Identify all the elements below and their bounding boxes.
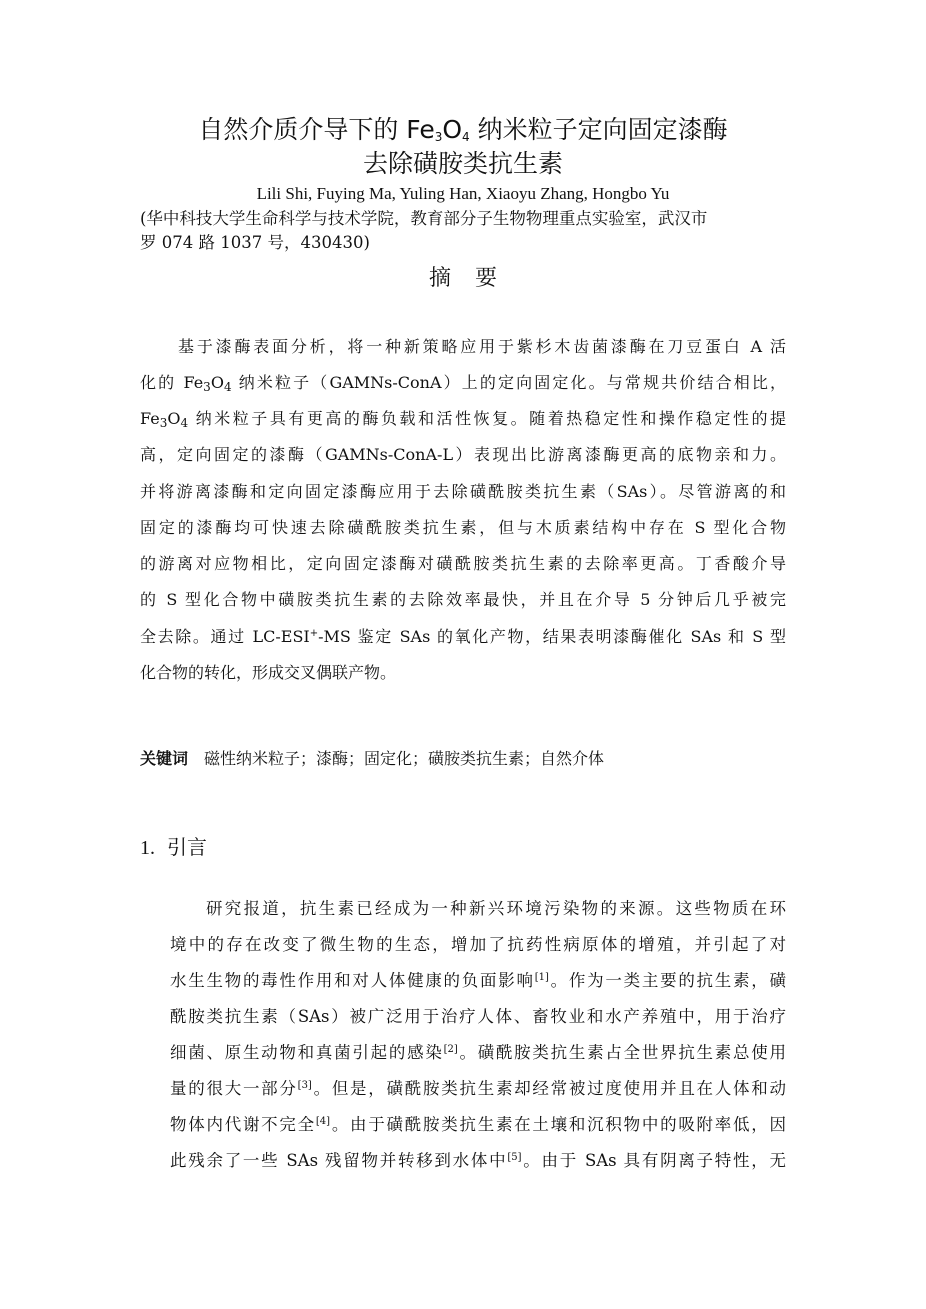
paper-title-line-1: 自然介质介导下的 $Fe_3O_4$ 纳米粒子定向固定漆酶 [198, 115, 728, 144]
abstract-line: 化的 $Fe_3O_4$ 纳米粒子（GAMNs-ConA）上的定向固定化。与常规共价结合相比， [140, 373, 786, 394]
intro-line: 境中的存在改变了微生物的生态，增加了抗药性病原体的增殖，并引起了对 [170, 935, 786, 954]
intro-line: 此残余了一些 SAs 残留物并转移到水体中[5]。由于 SAs 具有阴离子特性，无 [170, 1151, 786, 1170]
abstract-line: 固定的漆酶均可快速去除磺酰胺类抗生素，但与木质素结构中存在 S 型化合物 [140, 518, 786, 537]
citation-ref: [4] [315, 1116, 331, 1127]
abstract-heading: 摘要 [428, 266, 521, 291]
abstract-line: 并将游离漆酶和定向固定漆酶应用于去除磺酰胺类抗生素（SAs）。尽管游离的和 [140, 482, 786, 501]
abstract-line: 基于漆酶表面分析，将一种新策略应用于紫杉木齿菌漆酶在刀豆蛋白 A 活 [178, 337, 786, 356]
affiliation-line-2: 罗 074 路 1037 号，430430) [140, 233, 370, 252]
intro-line: 研究报道，抗生素已经成为一种新兴环境污染物的来源。这些物质在环 [206, 899, 786, 918]
section-title: 引言 [167, 835, 207, 859]
keywords-text: 磁性纳米粒子；漆酶；固定化；磺胺类抗生素；自然介体 [204, 749, 605, 768]
keywords [140, 747, 786, 771]
abstract-line: $Fe_3O_4$ 纳米粒子具有更高的酶负载和活性恢复。随着热稳定性和操作稳定性的提 [140, 409, 786, 430]
abstract-line: 的 S 型化合物中磺胺类抗生素的去除效率最快，并且在介导 5 分钟后几乎被完 [140, 590, 786, 609]
citation-ref: [3] [297, 1080, 312, 1091]
citation-ref: [2] [443, 1044, 458, 1055]
intro-line: 量的很大一部分[3]。但是，磺酰胺类抗生素却经常被过度使用并且在人体和动 [170, 1079, 787, 1098]
citation-ref: [5] [507, 1152, 522, 1163]
keywords-label: 关键词 [140, 749, 189, 768]
abstract-line: 高，定向固定的漆酶（GAMNs-ConA-L）表现出比游离漆酶更高的底物亲和力。 [140, 445, 786, 464]
intro-line: 细菌、原生动物和真菌引起的感染[2]。磺酰胺类抗生素占全世界抗生素总使用 [170, 1043, 787, 1062]
affiliation-line-1: (华中科技大学生命科学与技术学院，教育部分子生物物理重点实验室，武汉市 [140, 209, 708, 228]
citation-ref: [1] [534, 972, 549, 983]
paper-title-line-2: 去除磺胺类抗生素 [362, 149, 563, 178]
intro-line: 酰胺类抗生素（SAs）被广泛用于治疗人体、畜牧业和水产养殖中，用于治疗 [170, 1007, 786, 1026]
abstract-line: 化合物的转化，形成交叉偶联产物。 [140, 663, 397, 682]
intro-line: 水生生物的毒性作用和对人体健康的负面影响[1]。作为一类主要的抗生素，磺 [170, 971, 787, 990]
intro-line: 物体内代谢不完全[4]。由于磺酰胺类抗生素在土壤和沉积物中的吸附率低，因 [170, 1115, 787, 1134]
abstract-line: 的游离对应物相比，定向固定漆酶对磺酰胺类抗生素的去除率更高。丁香酸介导 [140, 554, 786, 573]
section-heading-introduction [140, 833, 207, 862]
section-number: 1. [140, 837, 155, 859]
abstract-line: 全去除。通过 LC-ESI+-MS 鉴定 SAs 的氧化产物，结果表明漆酶催化 SAs 和 S 型 [140, 627, 786, 646]
author-list: Lili Shi, Fuying Ma, Yuling Han, Xiaoyu Zhang, Hongbo Yu [256, 184, 670, 203]
